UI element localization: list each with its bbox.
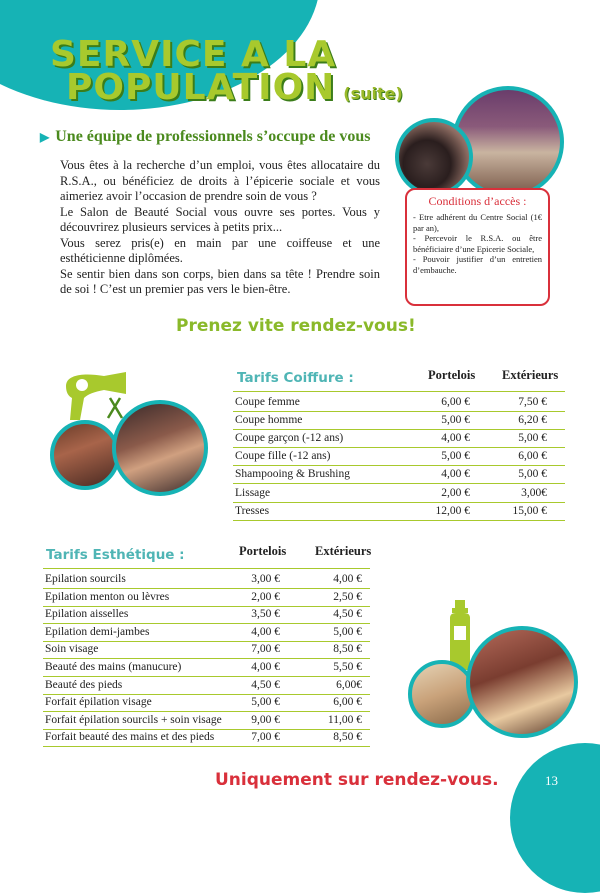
coiffure-row-portelois: 4,00 € bbox=[441, 432, 470, 445]
esthetique-row-label: Forfait épilation sourcils + soin visage bbox=[45, 713, 222, 726]
coiffure-row bbox=[233, 429, 565, 448]
esthetique-row-exterieurs: 6,00€ bbox=[336, 678, 362, 691]
coiffure-row bbox=[233, 465, 565, 484]
coiffure-row-exterieurs: 5,00 € bbox=[518, 468, 547, 481]
coiffure-row-portelois: 2,00 € bbox=[441, 486, 470, 499]
esthetique-row-exterieurs: 2,50 € bbox=[333, 590, 362, 603]
esthetique-row-portelois: 4,00 € bbox=[251, 661, 280, 673]
conditions-title: Conditions d’accès : bbox=[428, 194, 527, 208]
conditions-item: - Pouvoir justifier d’un entretien d’embauche. bbox=[413, 254, 542, 275]
intro-paragraph: Vous êtes à la recherche d’un emploi, vous êtes allocataire du R.S.A., ou bénéficiez de droits à l’épicerie sociale et vous aimeriez avoir l’occasion de prendre soin de vous ? bbox=[60, 158, 380, 203]
conditions-box bbox=[405, 188, 550, 306]
esthetique-row-exterieurs: 5,00 € bbox=[333, 625, 362, 638]
title-suffix: (suite) bbox=[343, 84, 403, 103]
cta-heading: Prenez vite rendez-vous! bbox=[176, 316, 416, 336]
coiffure-row-label: Tresses bbox=[235, 504, 270, 517]
appointment-note: Uniquement sur rendez-vous. bbox=[215, 770, 499, 790]
coiffure-col-exterieurs: Extérieurs bbox=[502, 368, 559, 382]
esthetique-row-portelois: 7,00 € bbox=[251, 643, 280, 656]
esthetique-row-portelois: 3,50 € bbox=[251, 608, 280, 621]
esthetique-row-portelois: 3,00 € bbox=[251, 573, 280, 585]
esthetique-row-exterieurs: 8,50 € bbox=[333, 731, 362, 744]
esthetique-row-exterieurs: 5,50 € bbox=[333, 661, 362, 673]
title-line-2: POPULATION bbox=[66, 67, 336, 108]
section-heading bbox=[40, 128, 371, 146]
esthetique-row bbox=[43, 570, 370, 589]
title-line-2-wrap bbox=[50, 67, 403, 110]
esthetique-row bbox=[43, 711, 370, 730]
esthetique-row bbox=[43, 640, 370, 659]
coiffure-row bbox=[233, 393, 565, 412]
coiffure-row-label: Shampooing & Brushing bbox=[235, 468, 351, 481]
coiffure-row-portelois: 4,00 € bbox=[441, 468, 470, 481]
coiffure-row bbox=[233, 411, 565, 430]
esthetique-row bbox=[43, 658, 370, 677]
esthetique-row-exterieurs: 4,00 € bbox=[333, 573, 362, 585]
esthetique-row-label: Beauté des pieds bbox=[45, 678, 123, 691]
lotion-bottle-icon bbox=[448, 600, 472, 670]
coiffure-table-title: Tarifs Coiffure : bbox=[237, 370, 354, 386]
coiffure-row-label: Coupe homme bbox=[235, 414, 303, 427]
beautician-photo bbox=[466, 626, 578, 738]
coiffure-row-label: Coupe femme bbox=[235, 396, 300, 408]
esthetique-row-portelois: 2,00 € bbox=[251, 590, 280, 603]
haircut-photo bbox=[50, 420, 120, 490]
intro-text bbox=[60, 158, 380, 298]
coiffure-row bbox=[233, 447, 565, 466]
bottom-teal-blob bbox=[510, 743, 600, 893]
esthetique-row-exterieurs: 8,50 € bbox=[333, 643, 362, 656]
coiffure-row-exterieurs: 7,50 € bbox=[518, 396, 547, 408]
esthetique-row bbox=[43, 605, 370, 624]
coiffure-row-portelois: 5,00 € bbox=[441, 414, 470, 427]
esthetique-col-exterieurs: Extérieurs bbox=[315, 544, 372, 558]
coiffure-row-portelois: 5,00 € bbox=[441, 450, 470, 463]
coiffure-row bbox=[233, 502, 565, 521]
massage-photo bbox=[408, 660, 476, 728]
intro-paragraph: Le Salon de Beauté Social vous ouvre ses portes. Vous y découvrirez plusieurs services à petits prix... bbox=[60, 204, 380, 234]
esthetique-row-exterieurs: 6,00 € bbox=[333, 696, 362, 709]
hairdresser-photo bbox=[112, 400, 208, 496]
esthetique-row bbox=[43, 728, 370, 747]
coiffure-row-exterieurs: 3,00€ bbox=[521, 486, 547, 499]
coiffure-col-portelois: Portelois bbox=[428, 368, 476, 382]
esthetique-row-label: Epilation aisselles bbox=[45, 608, 129, 621]
coiffure-row-exterieurs: 5,00 € bbox=[518, 432, 547, 445]
esthetique-row bbox=[43, 676, 370, 695]
section-heading-text: Une équipe de professionnels s’occupe de vous bbox=[55, 128, 371, 145]
coiffure-row-exterieurs: 6,20 € bbox=[518, 414, 547, 427]
hair-tools-photo bbox=[395, 118, 473, 196]
esthetique-row bbox=[43, 588, 370, 607]
esthetique-row bbox=[43, 693, 370, 712]
page-title bbox=[50, 34, 403, 110]
conditions-item: - Etre adhérent du Centre Social (1€ par an), bbox=[413, 212, 542, 233]
esthetique-row bbox=[43, 623, 370, 642]
coiffure-row-portelois: 12,00 € bbox=[435, 504, 470, 517]
coiffure-row-exterieurs: 6,00 € bbox=[518, 450, 547, 463]
esthetique-top-rule bbox=[43, 568, 370, 569]
esthetique-row-label: Epilation sourcils bbox=[45, 573, 126, 585]
coiffure-top-rule bbox=[233, 391, 565, 392]
intro-paragraph: Se sentir bien dans son corps, bien dans sa tête ! Prendre soin de soi ! C’est un premier pas vers le bien-être. bbox=[60, 266, 380, 296]
coiffure-row bbox=[233, 484, 565, 503]
esthetique-row-label: Forfait épilation visage bbox=[45, 696, 152, 709]
coiffure-row-portelois: 6,00 € bbox=[441, 396, 470, 408]
esthetique-col-portelois: Portelois bbox=[239, 544, 287, 558]
esthetique-row-portelois: 4,50 € bbox=[251, 678, 280, 691]
esthetique-row-portelois: 5,00 € bbox=[251, 696, 280, 709]
coiffure-row-label: Coupe garçon (-12 ans) bbox=[235, 432, 344, 445]
intro-paragraph: Vous serez pris(e) en main par une coiffeuse et une esthéticienne diplômées. bbox=[60, 235, 380, 265]
esthetique-row-exterieurs: 4,50 € bbox=[333, 608, 362, 621]
coiffure-row-label: Coupe fille (-12 ans) bbox=[235, 450, 331, 463]
triangle-bullet-icon: ▶ bbox=[40, 130, 50, 144]
esthetique-row-portelois: 9,00 € bbox=[251, 713, 280, 726]
esthetique-row-label: Epilation demi-jambes bbox=[45, 625, 150, 638]
coiffure-row-label: Lissage bbox=[235, 486, 271, 499]
page-number: 13 bbox=[545, 773, 558, 788]
conditions-item: - Percevoir le R.S.A. ou être bénéficiaire d’une Epicerie Sociale, bbox=[413, 233, 542, 254]
esthetique-table-title: Tarifs Esthétique : bbox=[46, 547, 185, 563]
esthetique-row-label: Soin visage bbox=[45, 643, 99, 656]
esthetique-row-exterieurs: 11,00 € bbox=[327, 713, 362, 726]
esthetique-row-portelois: 4,00 € bbox=[251, 625, 280, 638]
esthetique-row-portelois: 7,00 € bbox=[251, 731, 280, 744]
esthetique-row-label: Beauté des mains (manucure) bbox=[45, 661, 182, 673]
esthetique-row-label: Epilation menton ou lèvres bbox=[45, 590, 170, 603]
coiffure-row-exterieurs: 15,00 € bbox=[512, 504, 547, 517]
esthetique-row-label: Forfait beauté des mains et des pieds bbox=[45, 731, 215, 744]
title-line-1: SERVICE A LA bbox=[50, 34, 337, 75]
